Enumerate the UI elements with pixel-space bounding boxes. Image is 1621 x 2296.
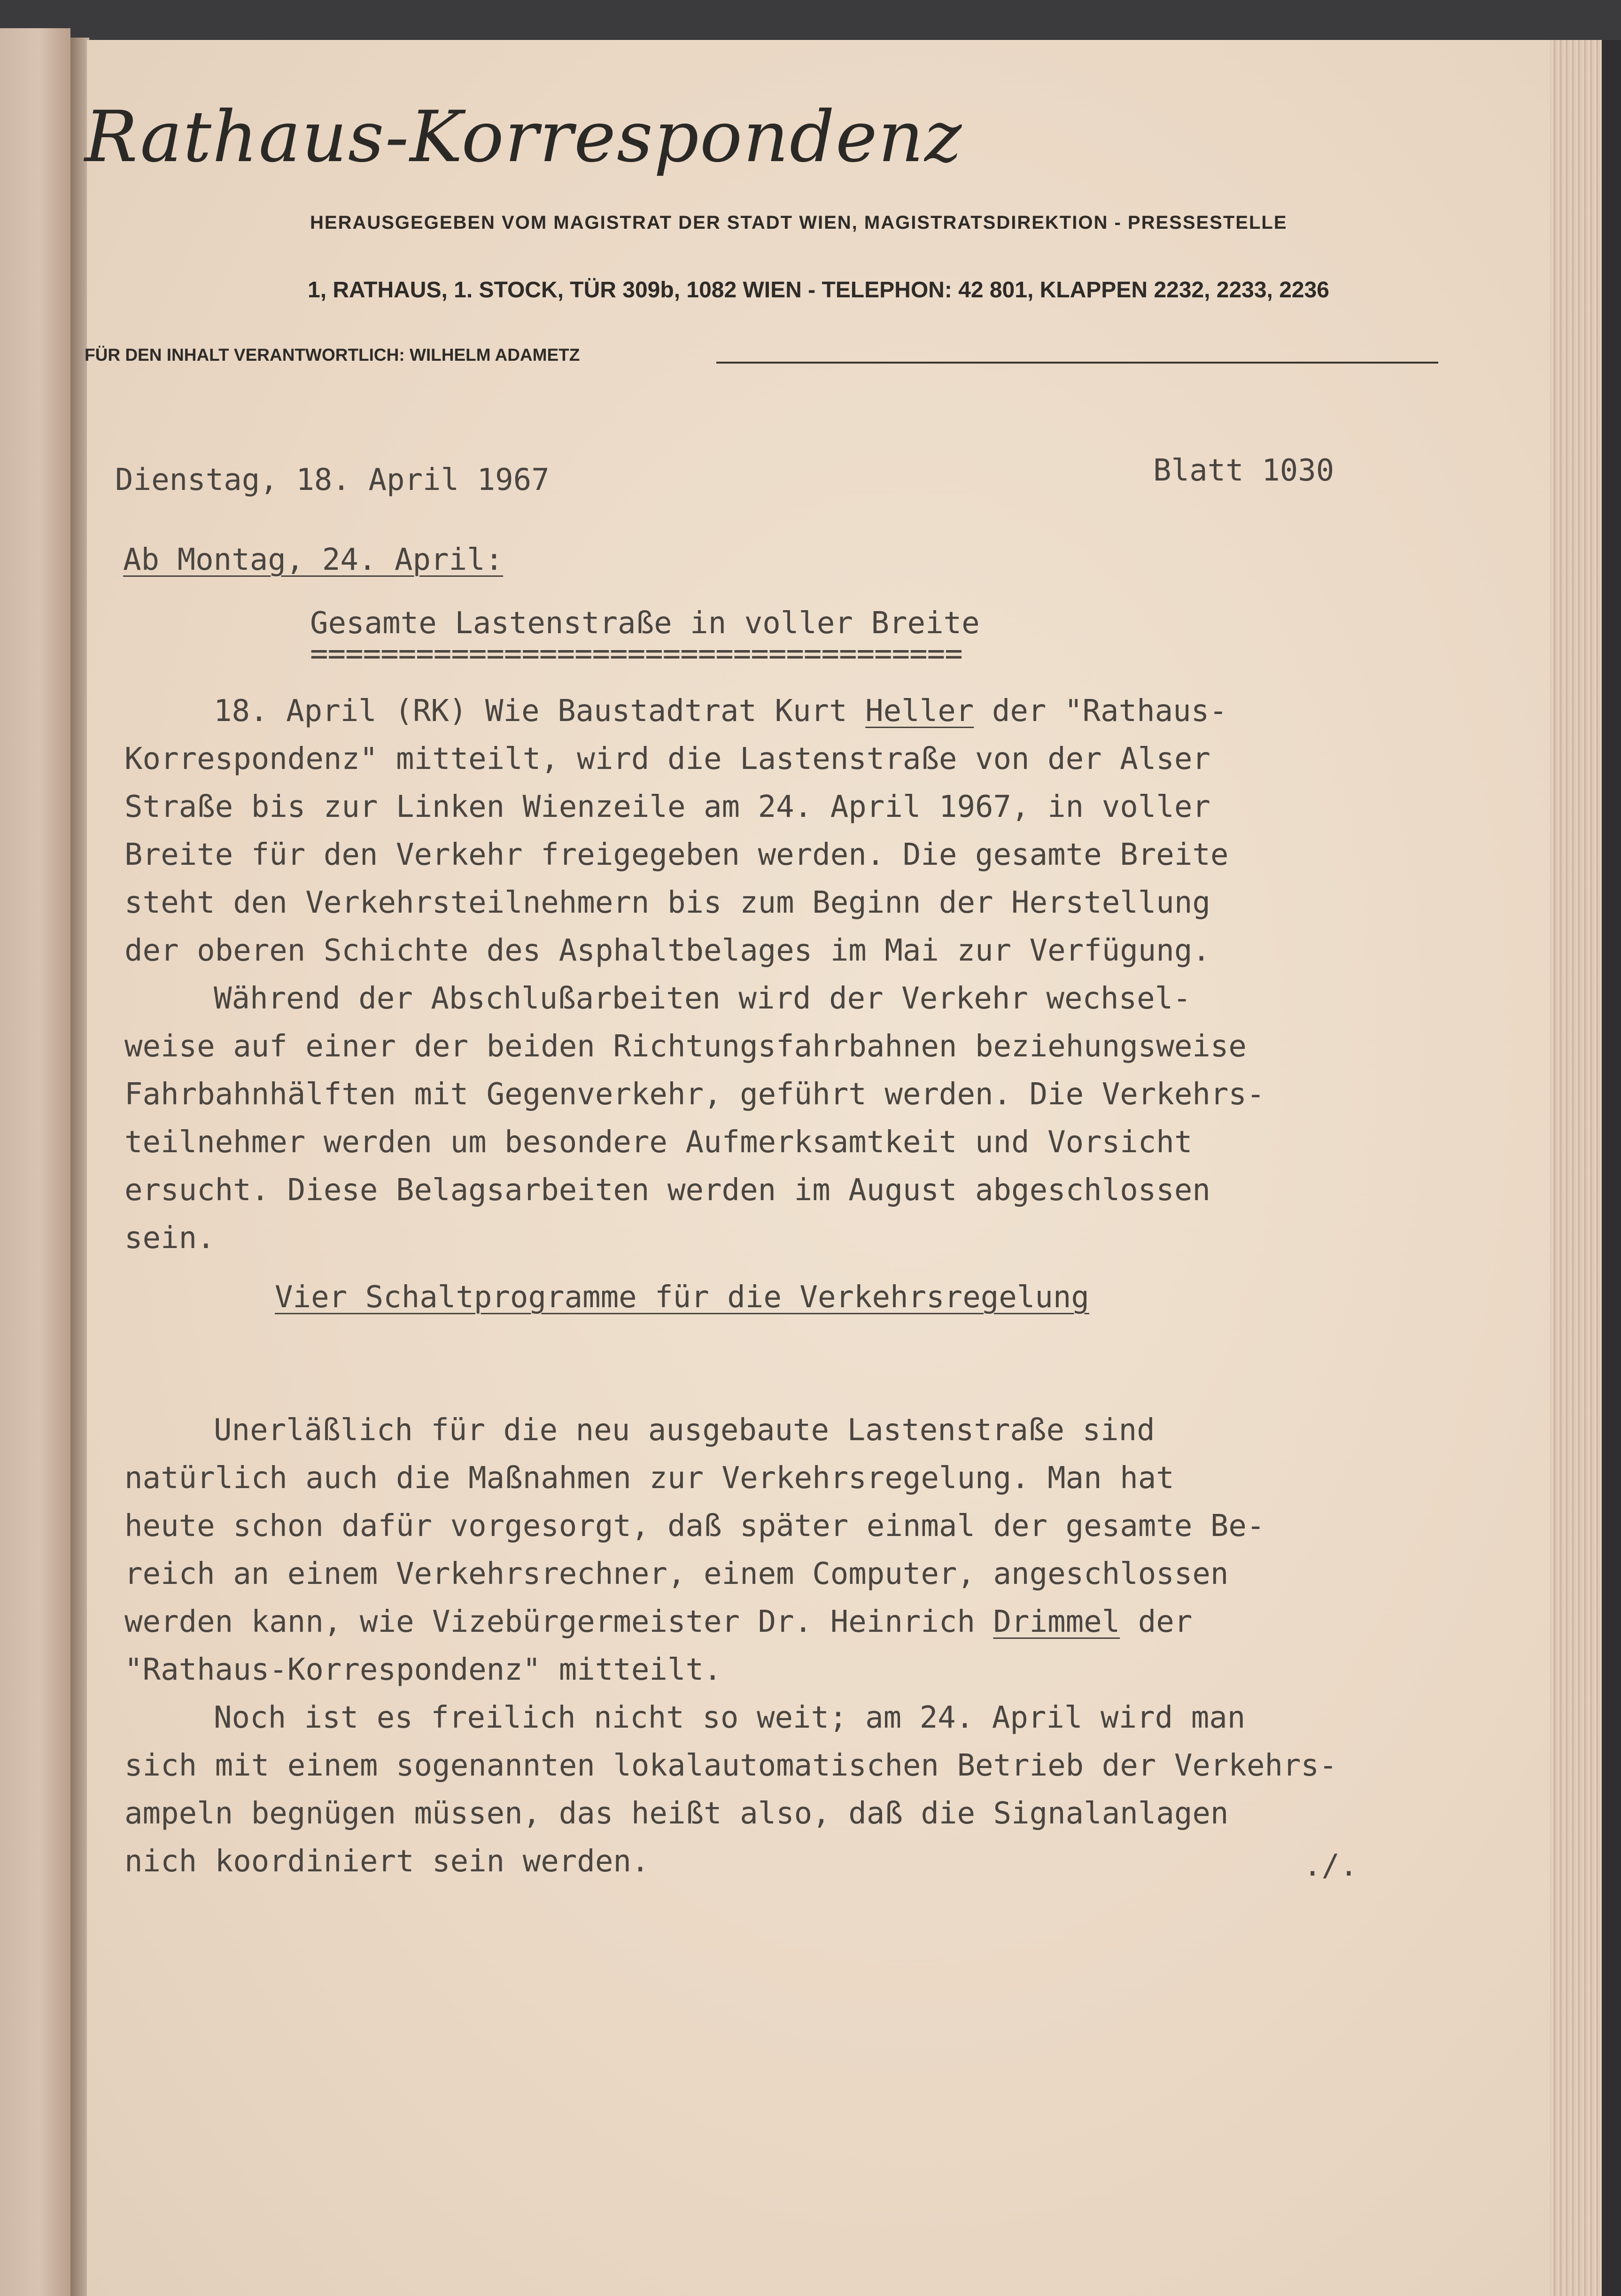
text-line: sich mit einem sogenannten lokalautomatischen Betrieb der Verkehrs-	[124, 1748, 1337, 1783]
text-line: Fahrbahnhälften mit Gegenverkehr, geführt werden. Die Verkehrs-	[124, 1077, 1265, 1112]
text-line: ampeln begnügen müssen, das heißt also, daß die Signalanlagen	[124, 1796, 1229, 1831]
responsible-line: FÜR DEN INHALT VERANTWORTLICH: WILHELM ADAMETZ	[85, 345, 580, 365]
text-line: natürlich auch die Maßnahmen zur Verkehrsregelung. Man hat	[124, 1461, 1174, 1496]
text-line: Unerläßlich für die neu ausgebaute Lastenstraße sind	[214, 1413, 1155, 1448]
text-line: steht den Verkehrsteilnehmern bis zum Beginn der Herstellung	[124, 885, 1210, 920]
article-title: Gesamte Lastenstraße in voller Breite	[310, 606, 980, 641]
continuation-mark: ./.	[1303, 1848, 1358, 1883]
subheading: Vier Schaltprogramme für die Verkehrsregelung	[275, 1280, 1089, 1315]
person-name-drimmel: Drimmel	[993, 1605, 1120, 1639]
title-double-rule: =====================================	[310, 636, 962, 671]
text-line: Straße bis zur Linken Wienzeile am 24. April 1967, in voller	[124, 790, 1210, 824]
text-line: "Rathaus-Korrespondenz" mitteilt.	[124, 1652, 722, 1687]
text-line: weise auf einer der beiden Richtungsfahrbahnen beziehungsweise	[124, 1029, 1247, 1064]
text-line: werden kann, wie Vizebürgermeister Dr. Heinrich Drimmel der	[124, 1605, 1193, 1639]
header-rule	[716, 362, 1438, 364]
text-line: 18. April (RK) Wie Baustadtrat Kurt Heller der "Rathaus-	[214, 694, 1227, 729]
paragraph-1	[124, 687, 1264, 1262]
page-stack-edges	[1550, 40, 1602, 2296]
person-name-heller: Heller	[865, 694, 974, 729]
paragraph-2	[124, 1406, 1337, 1885]
text-line: Korrespondenz" mitteilt, wird die Lastenstraße von der Alser	[124, 742, 1210, 776]
sheet-number: Blatt 1030	[1153, 453, 1334, 488]
issue-date: Dienstag, 18. April 1967	[115, 463, 550, 497]
text-line: reich an einem Verkehrsrechner, einem Computer, angeschlossen	[124, 1557, 1229, 1591]
background-edge	[1602, 40, 1621, 2296]
address-line: 1, RATHAUS, 1. STOCK, TÜR 309b, 1082 WIEN - TELEPHON: 42 801, KLAPPEN 2232, 2233, 2236	[308, 278, 1329, 303]
text-line: Noch ist es freilich nicht so weit; am 24. April wird man	[214, 1700, 1246, 1735]
text-line: nich koordiniert sein werden.	[124, 1844, 650, 1879]
text-line: sein.	[124, 1221, 215, 1256]
text-line: der oberen Schichte des Asphaltbelages im Mai zur Verfügung.	[124, 933, 1210, 968]
text-line: teilnehmer werden um besondere Aufmerksamtkeit und Vorsicht	[124, 1125, 1193, 1160]
text-line: Während der Abschlußarbeiten wird der Verkehr wechsel-	[214, 981, 1191, 1016]
text-line: ersucht. Diese Belagsarbeiten werden im August abgeschlossen	[124, 1173, 1210, 1208]
publisher-line: HERAUSGEGEBEN VOM MAGISTRAT DER STADT WIEN, MAGISTRATSDIREKTION - PRESSESTELLE	[310, 212, 1287, 233]
book-gutter	[70, 38, 89, 2296]
section-heading: Ab Montag, 24. April:	[123, 543, 504, 577]
masthead-title: Rathaus-Korrespondenz	[85, 96, 963, 178]
left-page-edge	[0, 28, 70, 2296]
text-line: heute schon dafür vorgesorgt, daß später einmal der gesamte Be-	[124, 1509, 1265, 1544]
text-line: Breite für den Verkehr freigegeben werden. Die gesamte Breite	[124, 838, 1229, 872]
